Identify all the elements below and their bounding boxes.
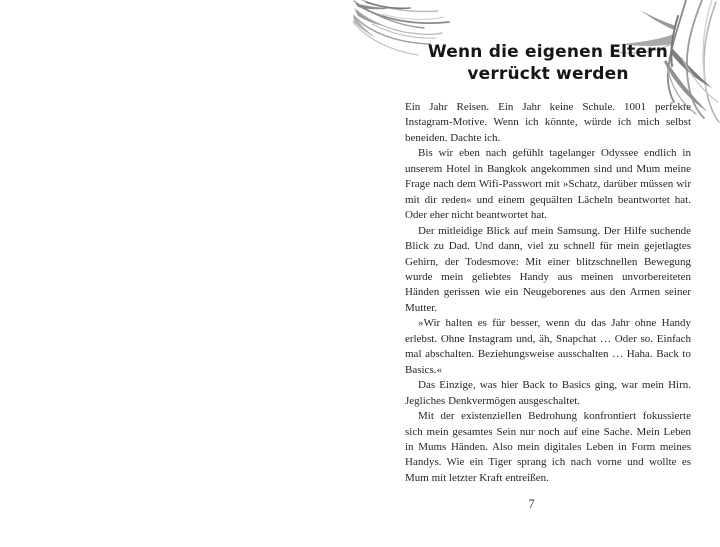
- left-page-blank: [0, 0, 355, 547]
- paragraph: Ein Jahr Reisen. Ein Jahr keine Schule. 1001 perfekte Instagram-Motive. Wenn ich könnte, würde ich mich selbst beneiden. Dachte ich.: [405, 101, 691, 144]
- chapter-title: [400, 41, 696, 85]
- paragraph: Der mitleidige Blick auf mein Samsung. Der Hilfe suchende Blick zu Dad. Und dann, viel zu schnell für mein gejetlagtes Gehirn, der Todesmove: Mit einer blitzschnellen Bewegung wurde mein geliebtes Handy aus meinen unvorbereiteten Händen gerissen wie ein Neugeborenes aus den Armen seiner Mutter.: [405, 224, 691, 314]
- chapter-title-line-2: verrückt werden: [467, 64, 629, 84]
- page-number: 7: [528, 497, 535, 511]
- paragraph: Bis wir eben nach gefühlt tagelanger Odyssee endlich in unserem Hotel in Bangkok angekommen sind und Mum meine Frage nach dem Wifi-Passwort mit »Schatz, darüber müssen wir mit dir reden« und einem gequälten Lächeln beantwortet hat. Oder eher nicht beantwortet hat.: [405, 147, 691, 222]
- body-text-column: [405, 100, 691, 486]
- paragraph: Mit der existenziellen Bedrohung konfrontiert fokussierte sich mein gesamtes Sein nur noch auf eine Sache. Mein Leben in Mums Händen. Also mein digitales Leben in Form meines Handys. Wie ein Tiger sprang ich nach vorne und wollte es Mum mit letzter Kraft entreißen.: [405, 410, 691, 484]
- chapter-title-line-1: Wenn die eigenen Eltern: [427, 42, 669, 62]
- paragraph: Das Einzige, was hier Back to Basics ging, war mein Hirn. Jegliches Denkvermögen ausgeschaltet.: [405, 379, 691, 407]
- paragraph: »Wir halten es für besser, wenn du das Jahr ohne Handy erlebst. Ohne Instagram und, äh, Snapchat … Oder so. Einfach mal abschalten. Beziehungsweise ausschalten … Haha. Back to Basics.«: [405, 317, 691, 376]
